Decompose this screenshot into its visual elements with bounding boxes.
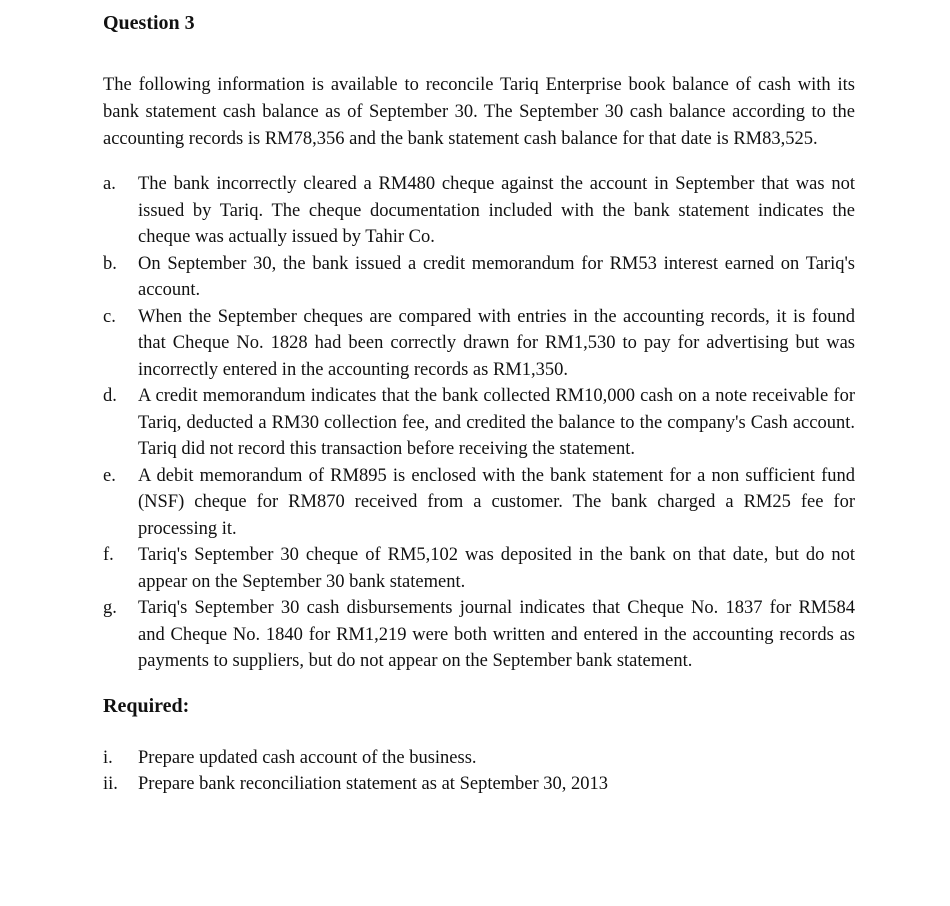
information-list	[103, 171, 855, 675]
item-text: A credit memorandum indicates that the bank collected RM10,000 cash on a note receivable for Tariq, deducted a RM30 collection fee, and credited the balance to the company's Cash account. Tariq did not record this transaction before receiving the statement.	[138, 386, 855, 459]
required-heading: Required:	[103, 694, 190, 717]
item-text: When the September cheques are compared with entries in the accounting records, it is found that Cheque No. 1828 had been correctly drawn for RM1,530 to pay for advertising but was incorrectly entered in the accounting records as RM1,350.	[138, 306, 855, 380]
intro-paragraph: The following information is available to reconcile Tariq Enterprise book balance of cash with its bank statement cash balance as of September 30. The September 30 cash balance according to the accounting records is RM78,356 and the bank statement cash balance for that date is RM83,525.	[103, 75, 855, 149]
item-text: A debit memorandum of RM895 is enclosed with the bank statement for a non sufficient fund (NSF) cheque for RM870 received from a customer. The bank charged a RM25 fee for processing it.	[138, 465, 855, 539]
question-document	[103, 10, 855, 798]
item-text: Tariq's September 30 cash disbursements journal indicates that Cheque No. 1837 for RM584 and Cheque No. 1840 for RM1,219 were both written and entered in the accounting records as payments to suppliers, but do not appear on the September bank statement.	[138, 598, 855, 671]
list-item	[103, 304, 855, 384]
item-marker: f.	[103, 545, 114, 565]
task-item	[103, 771, 855, 798]
required-tasks-list	[103, 745, 855, 798]
item-text: On September 30, the bank issued a credit memorandum for RM53 interest earned on Tariq's account.	[138, 253, 855, 300]
list-item	[103, 251, 855, 304]
task-marker: ii.	[103, 774, 118, 794]
task-text: Prepare updated cash account of the business.	[138, 747, 477, 768]
item-text: The bank incorrectly cleared a RM480 cheque against the account in September that was not issued by Tariq. The cheque documentation included with the bank statement indicates the cheque was actually issued by Tahir Co.	[138, 174, 855, 247]
list-item	[103, 383, 855, 463]
item-marker: g.	[103, 598, 117, 618]
item-text: Tariq's September 30 cheque of RM5,102 was deposited in the bank on that date, but do not appear on the September 30 bank statement.	[138, 545, 855, 592]
task-text: Prepare bank reconciliation statement as at September 30, 2013	[138, 774, 609, 794]
item-marker: d.	[103, 386, 117, 406]
item-marker: b.	[103, 253, 117, 274]
list-item	[103, 171, 855, 251]
list-item	[103, 463, 855, 543]
item-marker: c.	[103, 306, 116, 327]
task-marker: i.	[103, 747, 113, 768]
list-item	[103, 595, 855, 675]
list-item	[103, 542, 855, 595]
question-title: Question 3	[103, 12, 195, 34]
task-item	[103, 745, 855, 772]
item-marker: a.	[103, 174, 116, 194]
item-marker: e.	[103, 465, 116, 486]
